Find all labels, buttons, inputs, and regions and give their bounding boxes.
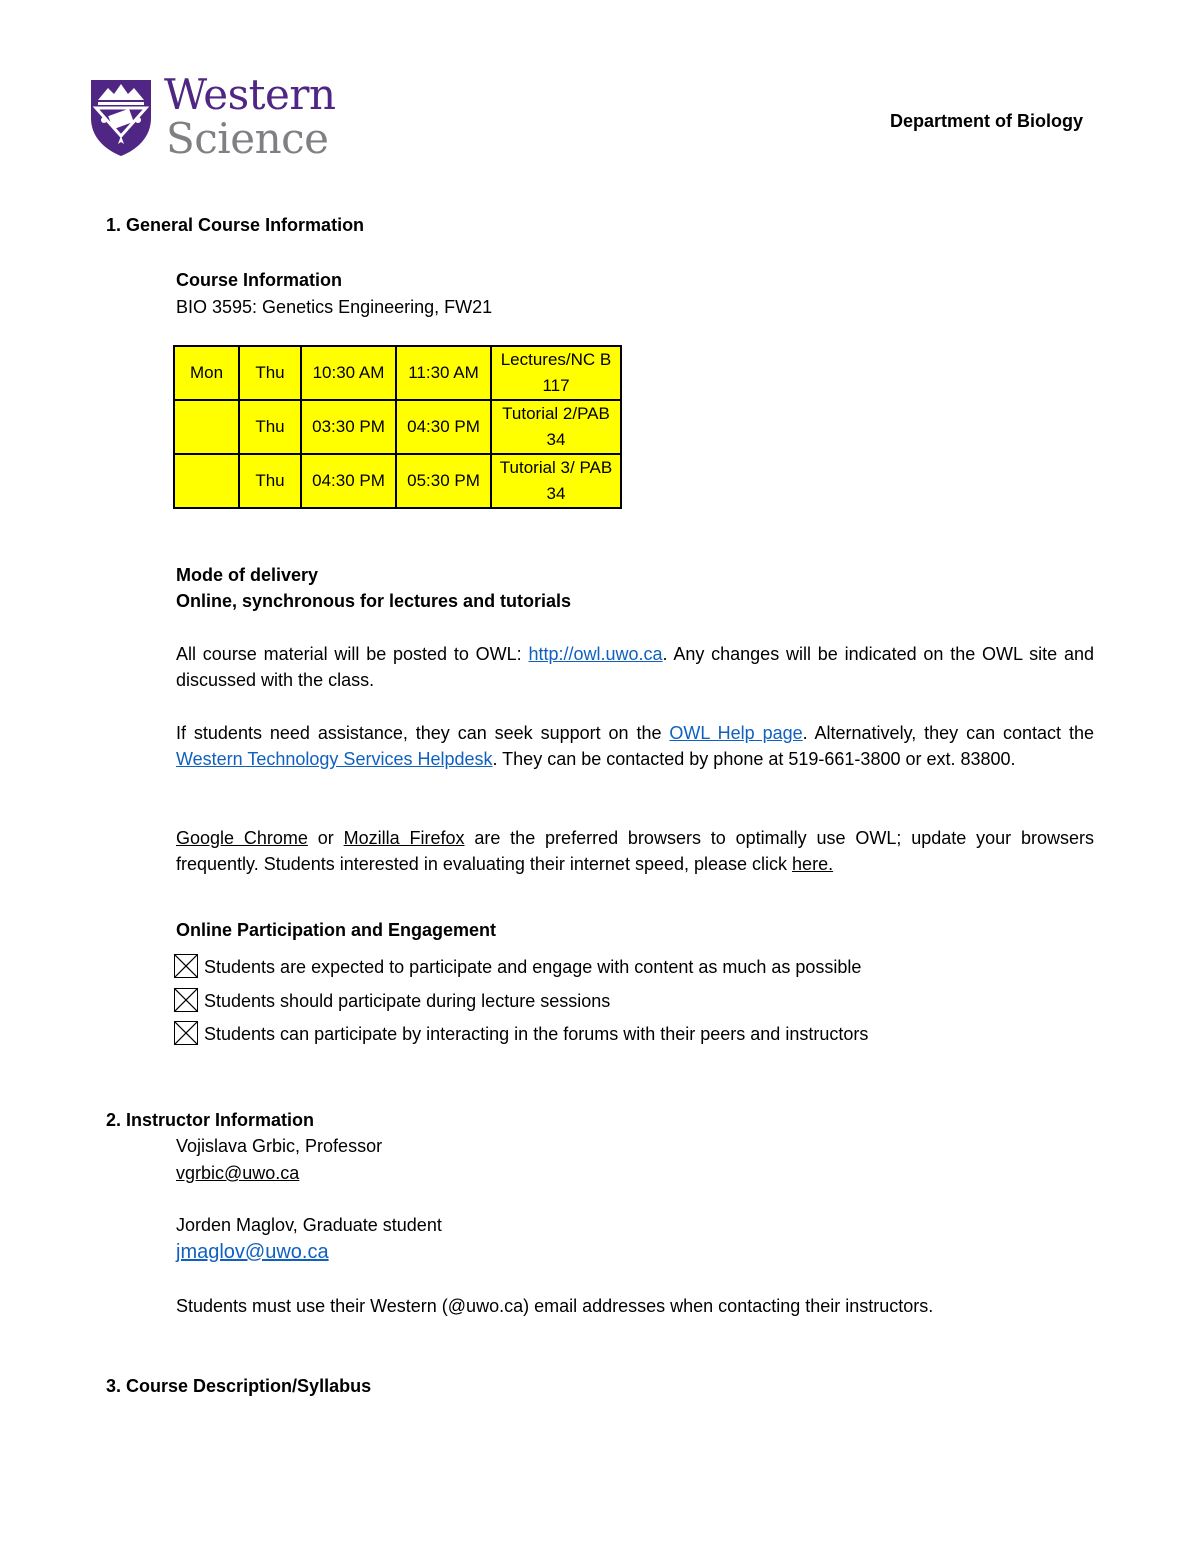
course-info-label: Course Information (176, 270, 343, 290)
cell-location: Lectures/NC B 117 (491, 346, 621, 400)
owl-text-rest: . Any changes will be indicated on the OWL site and discussed with the class. (176, 644, 1094, 690)
owl-help-link[interactable]: OWL Help page (669, 723, 803, 743)
department-name: Department of Biology (890, 111, 1084, 131)
table-row (174, 454, 621, 508)
cell-end: 04:30 PM (396, 400, 491, 454)
owl-text: All course material will be posted to OWL: (176, 644, 529, 664)
email-note: Students must use their Western (@uwo.ca) email addresses when contacting their instructors. (176, 1296, 934, 1316)
section2-heading: 2. Instructor Information (106, 1110, 315, 1130)
cell-day2: Thu (239, 346, 301, 400)
check-item (174, 1021, 868, 1047)
support-text-mid: . Alternatively, they can contact the (802, 723, 1094, 743)
speed-test-link[interactable]: here. (792, 854, 834, 874)
check-label: Students are expected to participate and engage with content as much as possible (204, 957, 862, 977)
cell-location: Tutorial 3/ PAB 34 (491, 454, 621, 508)
check-label: Students can participate by interacting in the forums with their peers and instructors (204, 1024, 869, 1044)
cell-end: 05:30 PM (396, 454, 491, 508)
browser-paragraph (176, 825, 1094, 877)
shield-crest-icon (88, 78, 154, 158)
support-paragraph (176, 720, 1094, 772)
cell-day1 (174, 400, 239, 454)
cell-day2: Thu (239, 454, 301, 508)
cell-day1 (174, 454, 239, 508)
support-text: If students need assistance, they can seek support on the (176, 723, 670, 743)
chrome-link[interactable]: Google Chrome (176, 828, 308, 848)
helpdesk-link[interactable]: Western Technology Services Helpdesk (176, 749, 493, 769)
cell-start: 04:30 PM (301, 454, 396, 508)
support-text-rest: . They can be contacted by phone at 519-661-3800 or ext. 83800. (492, 749, 1016, 769)
browser-text: or (307, 828, 344, 848)
instructor1-email-link[interactable]: vgrbic@uwo.ca (176, 1163, 300, 1183)
check-item (174, 954, 861, 980)
checked-box-icon (174, 1021, 198, 1045)
table-row (174, 400, 621, 454)
cell-start: 10:30 AM (301, 346, 396, 400)
cell-start: 03:30 PM (301, 400, 396, 454)
participation-label: Online Participation and Engagement (176, 920, 497, 940)
section3-heading: 3. Course Description/Syllabus (106, 1376, 372, 1396)
logo-text-western: Western (164, 70, 336, 119)
mode-label: Mode of delivery (176, 565, 319, 585)
checked-box-icon (174, 988, 198, 1012)
instructor2-email-link[interactable]: jmaglov@uwo.ca (176, 1241, 329, 1263)
check-label: Students should participate during lecture sessions (204, 991, 611, 1011)
check-item (174, 988, 610, 1014)
cell-location: Tutorial 2/PAB 34 (491, 400, 621, 454)
section1-heading: 1. General Course Information (106, 215, 365, 235)
cell-day2: Thu (239, 400, 301, 454)
owl-paragraph (176, 641, 1094, 693)
checked-box-icon (174, 954, 198, 978)
western-science-logo (88, 70, 338, 163)
schedule-table (173, 345, 622, 509)
table-row (174, 346, 621, 400)
firefox-link[interactable]: Mozilla Firefox (343, 828, 465, 848)
instructor1-name: Vojislava Grbic, Professor (176, 1136, 383, 1156)
logo-text-science: Science (166, 114, 329, 163)
course-name: BIO 3595: Genetics Engineering, FW21 (176, 297, 493, 317)
mode-value: Online, synchronous for lectures and tutorials (176, 591, 572, 611)
instructor2-name: Jorden Maglov, Graduate student (176, 1215, 442, 1235)
browser-text-rest: are the preferred browsers to optimally use OWL; update your browsers frequently. Students interested in evaluating their internet speed, please click (176, 828, 1094, 874)
cell-day1: Mon (174, 346, 239, 400)
owl-link[interactable]: http://owl.uwo.ca (528, 644, 663, 664)
cell-end: 11:30 AM (396, 346, 491, 400)
